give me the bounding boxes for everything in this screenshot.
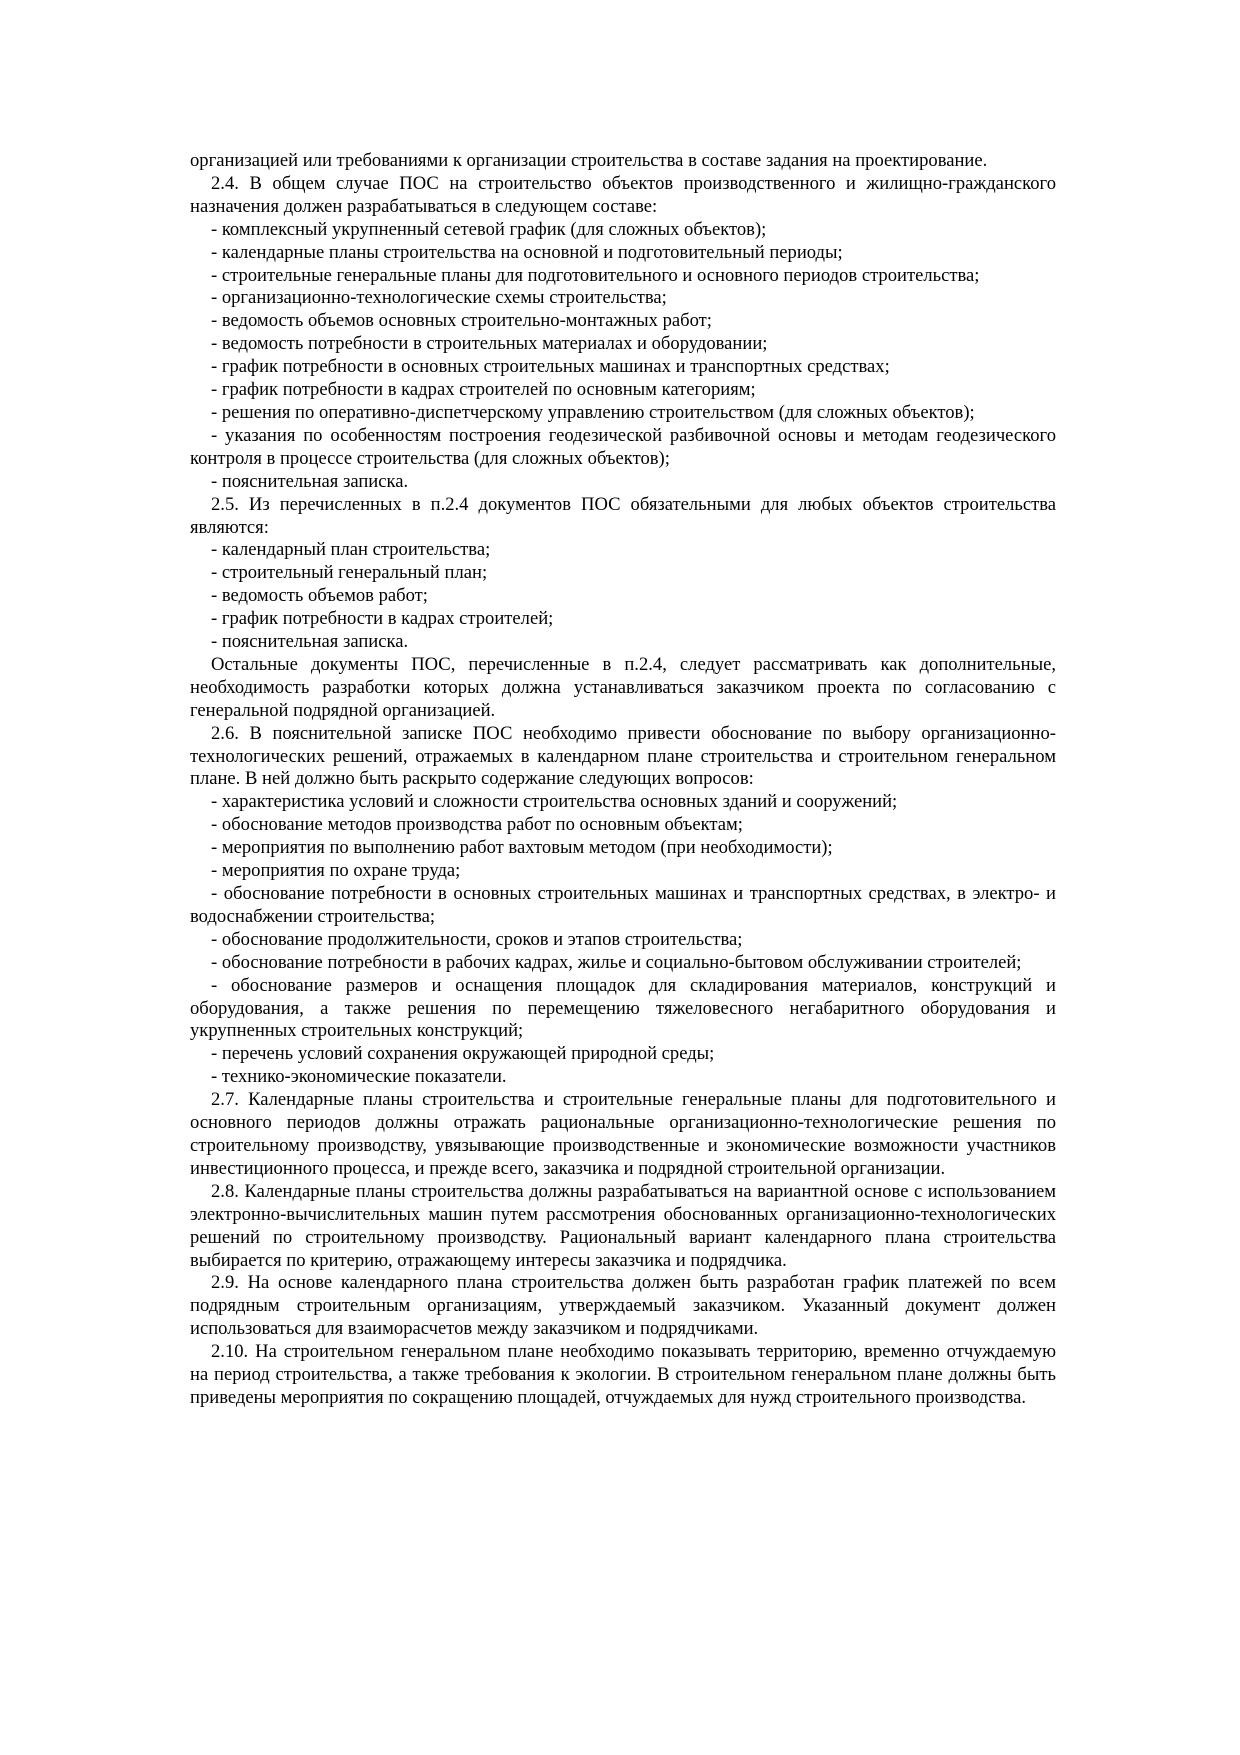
paragraph: - обоснование потребности в основных строительных машинах и транспортных средствах, в электро- и водоснабжении строительства; [190,883,1056,927]
paragraph: - обоснование методов производства работ по основным объектам; [211,814,743,836]
paragraph: организацией или требованиями к организации строительства в составе задания на проектирование. [190,150,988,171]
paragraph: 2.5. Из перечисленных в п.2.4 документов ПОС обязательными для любых объектов строительства являются: [190,493,1056,538]
paragraph: 2.9. На основе календарного плана строительства должен быть разработан график платежей по всем подрядным строительным организациям, утверждаемый заказчиком. Указанный документ должен использоваться для взаиморасчетов между заказчиком и подрядчиками. [190,1272,1056,1340]
paragraph: - график потребности в основных строительных машинах и транспортных средствах; [211,356,890,378]
paragraph: - строительный генеральный план; [211,562,488,584]
paragraph: - обоснование размеров и оснащения площадок для складирования материалов, конструкций и оборудования, а также решения по перемещению тяжеловесного негабаритного оборудования и укрупненных строительных конструкций; [190,974,1056,1042]
paragraph: - календарный план строительства; [211,539,491,561]
paragraph: - комплексный укрупненный сетевой график (для сложных объектов); [211,218,767,240]
paragraph: - решения по оперативно-диспетчерскому управлению строительством (для сложных объектов); [211,401,975,423]
paragraph: - характеристика условий и сложности строительства основных зданий и сооружений; [211,791,898,813]
paragraph: - мероприятия по выполнению работ вахтовым методом (при необходимости); [211,837,833,859]
paragraph: - пояснительная записка. [211,631,409,653]
paragraph: - указания по особенностям построения геодезической разбивочной основы и методам геодезического контроля в процессе строительства (для сложных объектов); [190,424,1056,469]
paragraph: 2.7. Календарные планы строительства и строительные генеральные планы для подготовительного и основного периодов должны отражать рациональные организационно-технологические решения по строительному производству, увязывающие производственные и экономические возможности участников инвестиционного процесса, и прежде всего, заказчика и подрядной строительной организации. [190,1089,1056,1179]
paragraph: Остальные документы ПОС, перечисленные в п.2.4, следует рассматривать как дополнительные, необходимость разработки которых должна устанавливаться заказчиком проекта по согласованию с генеральной подрядной организацией. [190,653,1056,721]
document-page [190,150,1056,1410]
paragraph: - пояснительная записка. [211,470,409,492]
paragraph: - перечень условий сохранения окружающей природной среды; [211,1043,715,1065]
paragraph: - строительные генеральные планы для подготовительного и основного периодов строительства; [211,264,980,286]
paragraph: 2.8. Календарные планы строительства должны разрабатываться на вариантной основе с использованием электронно-вычислительных машин путем рассмотрения обоснованных организационно-технологических решений по строительному производству. Рациональный вариант календарного плана строительства выбирается по критерию, отражающему интересы заказчика и подрядчика. [190,1180,1056,1271]
paragraph: - график потребности в кадрах строителей по основным категориям; [211,379,756,401]
paragraph: - календарные планы строительства на основной и подготовительный периоды; [211,241,843,263]
paragraph: - мероприятия по охране труда; [211,860,461,882]
paragraph: - ведомость потребности в строительных материалах и оборудовании; [211,333,768,355]
paragraph: - ведомость объемов работ; [211,585,428,607]
paragraph: - обоснование потребности в рабочих кадрах, жилье и социально-бытовом обслуживании строителей; [211,951,1022,973]
paragraph: - график потребности в кадрах строителей; [211,608,554,630]
paragraph: - организационно-технологические схемы строительства; [211,287,667,309]
paragraph: 2.4. В общем случае ПОС на строительство объектов производственного и жилищно-гражданского назначения должен разрабатываться в следующем составе: [190,172,1056,217]
paragraph: 2.6. В пояснительной записке ПОС необходимо привести обоснование по выбору организационно-технологических решений, отражаемых в календарном плане строительства и строительном генеральном плане. В ней должно быть раскрыто содержание следующих вопросов: [190,722,1056,790]
paragraph: - ведомость объемов основных строительно-монтажных работ; [211,310,712,332]
paragraph: - технико-экономические показатели. [211,1066,507,1088]
paragraph: - обоснование продолжительности, сроков и этапов строительства; [211,928,743,950]
paragraph: 2.10. На строительном генеральном плане необходимо показывать территорию, временно отчуждаемую на период строительства, а также требования к экологии. В строительном генеральном плане должны быть приведены мероприятия по сокращению площадей, отчуждаемых для нужд строительного производства. [190,1341,1056,1408]
